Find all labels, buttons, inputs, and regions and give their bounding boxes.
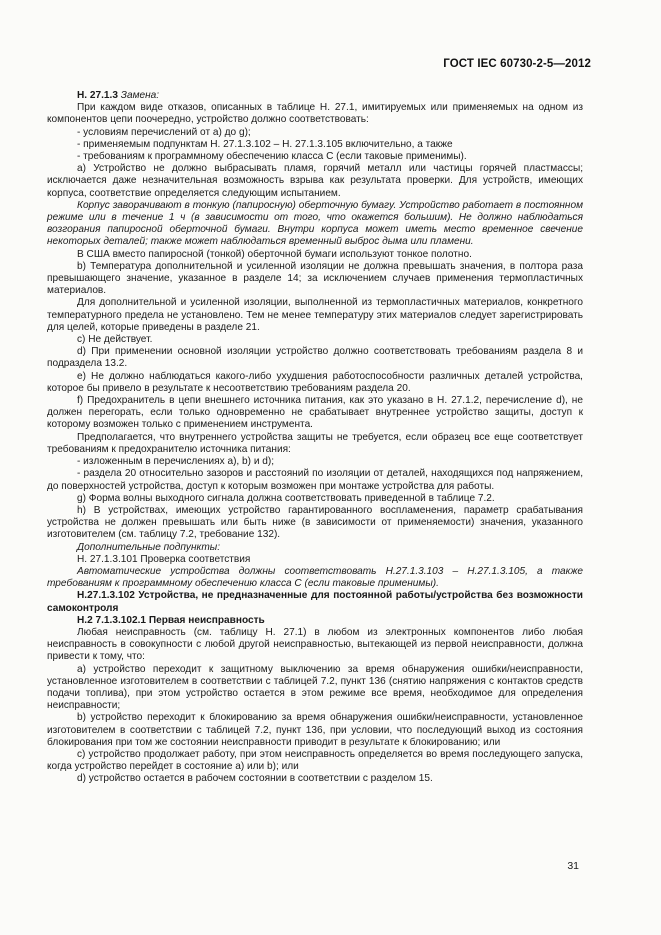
paragraph: В США вместо папиросной (тонкой) оберточной бумаги используют тонкое полотно. — [77, 248, 472, 260]
test-procedure-paragraph: Корпус заворачивают в тонкую (папиросную) оберточную бумагу. Устройство работает в постоянном режиме или в течение 1 ч (в зависимости от того, что окажется большим). Не должно наблюдаться возгорания папиросной оберточной бумаги. Внутри корпуса может иметь место временное свечение некоторых деталей; также может наблюдаться временный выброс дыма или пламени. — [47, 199, 583, 248]
list-item: - применяемым подпунктам Н. 27.1.3.102 – Н. 27.1.3.105 включительно, а также — [77, 138, 453, 150]
clause-h27-1-3-102-heading: Н.27.1.3.102 Устройства, не предназначенные для постоянной работы/устройства без возможности самоконтроля — [47, 590, 583, 614]
list-item: - требованиям к программному обеспечению класса С (если таковые применимы). — [77, 151, 467, 163]
list-item: а) устройство переходит к защитному выключению за время обнаружения ошибки/неисправности, установленное изготовителем в соответствии с таблицей 7.2, пункт 136 (снятию напряжения с контактов средств подачи топлива), при этом устройство остается в этом режиме все время, необходимое для определения неисправности; — [47, 663, 583, 712]
clause-number: Н. 27.1.3 — [77, 90, 118, 101]
list-item: с) устройство продолжает работу, при этом неисправность определяется во время последующего запуска, когда устройство перейдет в состояние а) или b); или — [47, 748, 583, 773]
paragraph: е) Не должно наблюдаться какого-либо ухудшения работоспособности различных деталей устройства, которое бы привело в результате к несоответствию требованиям раздела 20. — [47, 370, 583, 394]
paragraph: Любая неисправность (см. таблицу Н. 27.1) в любом из электронных компонентов либо любая неисправность в совокупности с любой другой неисправностью, вытекающей из первой неисправности, должна привести к тому, что: — [47, 626, 583, 663]
clause-note: Замена: — [120, 90, 160, 101]
document-body — [47, 90, 583, 786]
paragraph: b) Температура дополнительной и усиленной изоляции не должна превышать значения, в полтора раза превышающего значение, указанное в разделе 14; за исключением случаев применения термопластичных материалов. — [47, 260, 583, 297]
paragraph: с) Не действует. — [77, 334, 153, 346]
list-item: b) устройство переходит к блокированию за время обнаружения ошибки/неисправности, установленное изготовителем в соответствии с таблицей 7.2, пункт 136, при условии, что последующий выход из состояния блокирования при том же состоянии неисправности приводит в результате к блокированию; или — [47, 712, 583, 748]
clause-first-fault-heading: Н.2 7.1.3.102.1 Первая неисправность — [77, 614, 265, 626]
list-item: d) устройство остается в рабочем состоянии в соответствии с разделом 15. — [77, 773, 433, 785]
list-item: - изложенным в перечислениях а), b) и d); — [77, 456, 275, 468]
page-number: 31 — [567, 860, 579, 872]
paragraph: Для дополнительной и усиленной изоляции, выполненной из термопластичных материалов, конкретного температурного предела не установлено. Тем не менее температуру этих материалов следует зарегистрировать для целей, которые приведены в разделе 21. — [47, 297, 583, 333]
paragraph: f) Предохранитель в цепи внешнего источника питания, как это указано в Н. 27.1.2, перечисление d), не должен перегорать, если только одновременно не срабатывает внутреннее устройство защиты, доступ к которому возможен только с применением инструмента. — [47, 395, 583, 431]
paragraph: g) Форма волны выходного сигнала должна соответствовать приведенной в таблице 7.2. — [77, 492, 495, 504]
clause-h27-1-3-heading — [47, 90, 583, 102]
paragraph: Предполагается, что внутреннего устройства защиты не требуется, если образец все еще соответствует требованиям к предохранителю источника питания: — [47, 431, 583, 455]
paragraph: Автоматические устройства должны соответствовать Н.27.1.3.103 – Н.27.1.3.105, а также требованиям к программному обеспечению класса С (если таковые применимы). — [47, 565, 583, 590]
paragraph: d) При применении основной изоляции устройство должно соответствовать требованиям раздела 8 и подраздела 13.2. — [47, 346, 583, 370]
list-item: - условиям перечислений от а) до g); — [77, 126, 251, 138]
list-item: - раздела 20 относительно зазоров и расстояний по изоляции от деталей, находящихся под напряжением, до поверхностей устройства, доступ к которым возможен при монтаже устройства для работы. — [47, 468, 583, 492]
paragraph: h) В устройствах, имеющих устройство гарантированного воспламенения, параметр срабатывания устройства не должен превышать или быть ниже (в зависимости от применяемости) значения, указанного изготовителем (см. таблицу 7.2, требование 132). — [47, 504, 583, 541]
paragraph: При каждом виде отказов, описанных в таблице Н. 27.1, имитируемых или применяемых на одном из компонентов цепи поочередно, устройство должно соответствовать: — [47, 102, 583, 126]
paragraph: а) Устройство не должно выбрасывать пламя, горячий металл или частицы горячей пластмассы; исключается даже незначительная возможность взрыва как результата проверки. Для устройств, имеющих корпуса, соответствие определяется следующим испытанием. — [47, 163, 583, 199]
document-code-header: ГОСТ IEC 60730-2-5—2012 — [443, 58, 591, 70]
clause-h27-1-3-101-heading: Н. 27.1.3.101 Проверка соответствия — [77, 553, 251, 565]
subheading-additional-subclauses: Дополнительные подпункты: — [77, 541, 221, 553]
